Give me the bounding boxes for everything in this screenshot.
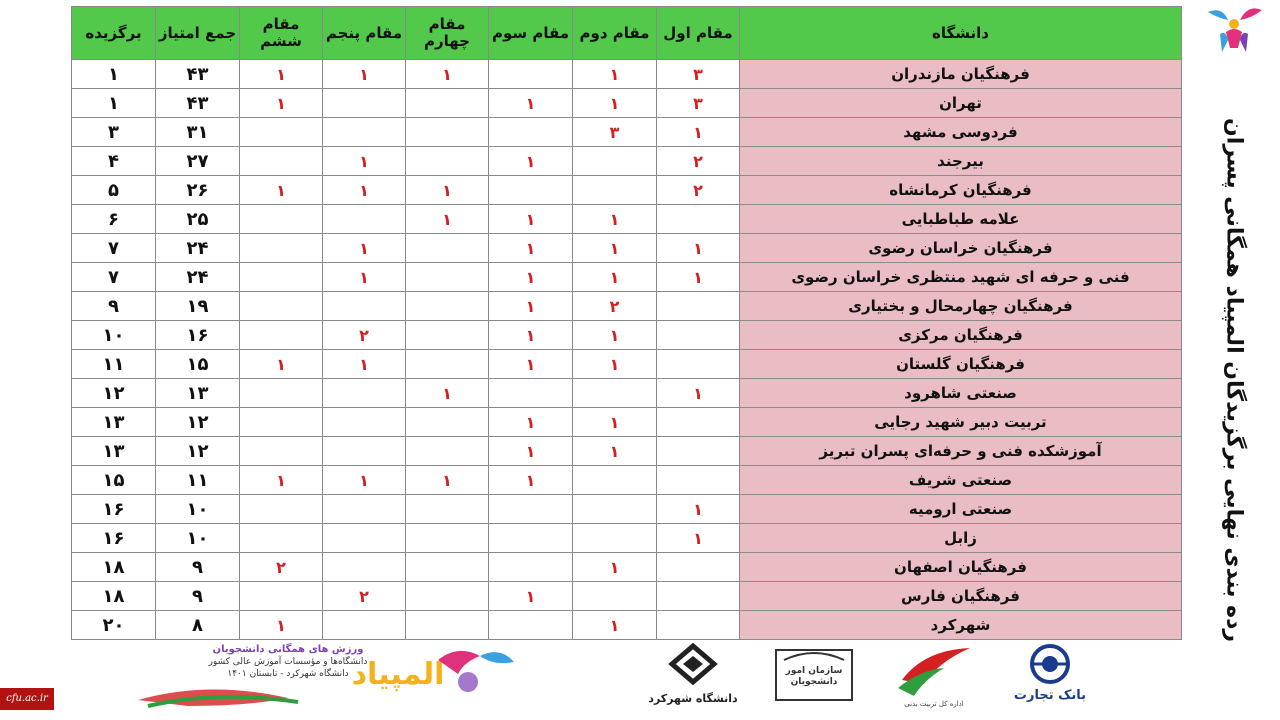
cell-p4 [406, 611, 489, 640]
cell-p2: ۱ [573, 263, 657, 292]
cell-p6 [240, 321, 323, 350]
cell-p2: ۱ [573, 89, 657, 118]
cell-university: تهران [740, 89, 1182, 118]
cell-selected: ۱۶ [72, 495, 156, 524]
cell-university: فرهنگیان کرمانشاه [740, 176, 1182, 205]
cell-p6 [240, 582, 323, 611]
cell-university: صنعتی ارومیه [740, 495, 1182, 524]
cell-p2: ۲ [573, 292, 657, 321]
tejarat-bank-logo [998, 640, 1102, 716]
cell-selected: ۱ [72, 89, 156, 118]
cell-p3 [489, 379, 573, 408]
cell-selected: ۹ [72, 292, 156, 321]
cell-p2: ۱ [573, 553, 657, 582]
standings-table [71, 6, 1182, 640]
cell-total: ۱۱ [156, 466, 240, 495]
page-title: رده بندی نهایی برگزیدگان المپیاد همگانی پسران [1221, 117, 1247, 643]
cell-p4 [406, 408, 489, 437]
cell-p3: ۱ [489, 263, 573, 292]
cell-p4 [406, 147, 489, 176]
olympiad-banner [128, 640, 518, 716]
cell-p4 [406, 292, 489, 321]
cell-p2: ۱ [573, 321, 657, 350]
cell-p2: ۱ [573, 408, 657, 437]
cell-p6 [240, 147, 323, 176]
table-row [72, 89, 1182, 118]
cell-p5 [323, 89, 406, 118]
cell-selected: ۳ [72, 118, 156, 147]
cell-p1: ۲ [657, 176, 740, 205]
column-header-total: جمع امتیاز [156, 7, 240, 60]
column-header-p1: مقام اول [657, 7, 740, 60]
cell-p5: ۱ [323, 176, 406, 205]
cell-p3: ۱ [489, 321, 573, 350]
cell-selected: ۱۲ [72, 379, 156, 408]
cell-p4 [406, 321, 489, 350]
cell-university: تربیت دبیر شهید رجایی [740, 408, 1182, 437]
cell-total: ۱۰ [156, 495, 240, 524]
cell-p4: ۱ [406, 205, 489, 234]
cell-p5: ۱ [323, 263, 406, 292]
cell-selected: ۷ [72, 234, 156, 263]
cell-p4 [406, 582, 489, 611]
cell-university: علامه طباطبایی [740, 205, 1182, 234]
cell-p5 [323, 611, 406, 640]
cell-p4 [406, 263, 489, 292]
table-row [72, 379, 1182, 408]
cell-p2: ۱ [573, 437, 657, 466]
phys-ed-text: اداره کل تربیت بدنی [904, 700, 964, 708]
cell-p3 [489, 553, 573, 582]
table-row [72, 611, 1182, 640]
cell-total: ۱۶ [156, 321, 240, 350]
cell-total: ۱۹ [156, 292, 240, 321]
cell-selected: ۱۸ [72, 582, 156, 611]
cell-p3: ۱ [489, 437, 573, 466]
cell-selected: ۱۱ [72, 350, 156, 379]
student-affairs-logo [764, 640, 864, 716]
event-line-2: دانشگاه‌ها و مؤسسات آموزش عالی کشور [208, 657, 368, 667]
cell-p3 [489, 60, 573, 89]
cell-p4 [406, 118, 489, 147]
table-row [72, 176, 1182, 205]
cell-p1 [657, 292, 740, 321]
cell-p5: ۲ [323, 321, 406, 350]
cell-selected: ۷ [72, 263, 156, 292]
cell-p5: ۱ [323, 234, 406, 263]
cell-p1 [657, 437, 740, 466]
cell-p3: ۱ [489, 292, 573, 321]
cell-p1 [657, 466, 740, 495]
physical-education-logo [884, 640, 984, 716]
cell-p4 [406, 89, 489, 118]
cell-p6 [240, 234, 323, 263]
cell-p4 [406, 234, 489, 263]
event-name: المپیاد [351, 657, 445, 692]
table-row [72, 524, 1182, 553]
cell-total: ۱۲ [156, 437, 240, 466]
cell-p6 [240, 205, 323, 234]
cell-p6 [240, 292, 323, 321]
cell-p1 [657, 582, 740, 611]
cell-university: فرهنگیان مرکزی [740, 321, 1182, 350]
cell-selected: ۶ [72, 205, 156, 234]
cell-p4 [406, 350, 489, 379]
cell-p5: ۱ [323, 466, 406, 495]
table-row [72, 466, 1182, 495]
cell-p6 [240, 495, 323, 524]
cell-p2: ۱ [573, 350, 657, 379]
cell-total: ۱۵ [156, 350, 240, 379]
cell-p1: ۲ [657, 147, 740, 176]
table-body [72, 60, 1182, 640]
cell-university: فرهنگیان فارس [740, 582, 1182, 611]
cell-p5: ۲ [323, 582, 406, 611]
cell-university: آموزشکده فنی و حرفه‌ای پسران تبریز [740, 437, 1182, 466]
cell-selected: ۴ [72, 147, 156, 176]
cell-p1 [657, 553, 740, 582]
cell-p3 [489, 495, 573, 524]
cell-p6 [240, 408, 323, 437]
table-row [72, 60, 1182, 89]
cell-p5 [323, 118, 406, 147]
cell-p2 [573, 582, 657, 611]
cell-selected: ۱۵ [72, 466, 156, 495]
cell-p2: ۳ [573, 118, 657, 147]
cell-p5 [323, 292, 406, 321]
cell-university: صنعتی شریف [740, 466, 1182, 495]
header-row [72, 7, 1182, 60]
table-row [72, 350, 1182, 379]
cell-p1: ۱ [657, 379, 740, 408]
table-row [72, 205, 1182, 234]
cell-university: بیرجند [740, 147, 1182, 176]
cell-p5 [323, 205, 406, 234]
cell-p2: ۱ [573, 205, 657, 234]
page-title-container [1206, 80, 1262, 680]
cell-selected: ۱۰ [72, 321, 156, 350]
cell-p1: ۱ [657, 234, 740, 263]
cell-total: ۳۱ [156, 118, 240, 147]
bank-text: بانک تجارت [1013, 688, 1087, 703]
column-header-p6: مقام ششم [240, 7, 323, 60]
shahrekord-university-logo [638, 640, 748, 716]
cell-p5 [323, 437, 406, 466]
cell-total: ۱۰ [156, 524, 240, 553]
source-watermark: cfu.ac.ir [0, 688, 54, 710]
cell-p2 [573, 466, 657, 495]
cell-p6: ۱ [240, 466, 323, 495]
uni-logo-text: دانشگاه شهرکرد [648, 692, 738, 705]
cell-p6 [240, 118, 323, 147]
cell-p6: ۱ [240, 611, 323, 640]
cell-university: شهرکرد [740, 611, 1182, 640]
cell-p3: ۱ [489, 350, 573, 379]
cell-p2 [573, 176, 657, 205]
cell-total: ۲۴ [156, 263, 240, 292]
cell-p5: ۱ [323, 147, 406, 176]
cell-p3: ۱ [489, 582, 573, 611]
cell-p3: ۱ [489, 89, 573, 118]
cell-p3: ۱ [489, 147, 573, 176]
cell-p4 [406, 437, 489, 466]
cell-p1: ۱ [657, 524, 740, 553]
cell-p4: ۱ [406, 176, 489, 205]
cell-p3: ۱ [489, 205, 573, 234]
cell-p6: ۲ [240, 553, 323, 582]
table-row [72, 437, 1182, 466]
column-header-p3: مقام سوم [489, 7, 573, 60]
column-header-p4: مقام چهارم [406, 7, 489, 60]
column-header-selected: برگزیده [72, 7, 156, 60]
cell-p4: ۱ [406, 60, 489, 89]
cell-p1: ۱ [657, 118, 740, 147]
cell-university: فرهنگیان خراسان رضوی [740, 234, 1182, 263]
column-header-university: دانشگاه [740, 7, 1182, 60]
table-row [72, 263, 1182, 292]
cell-selected: ۵ [72, 176, 156, 205]
cell-p4 [406, 553, 489, 582]
table-row [72, 292, 1182, 321]
cell-total: ۸ [156, 611, 240, 640]
cell-p1 [657, 350, 740, 379]
event-line-1: ورزش های همگانی دانشجویان [212, 644, 364, 655]
cell-university: فرهنگیان گلستان [740, 350, 1182, 379]
table-row [72, 495, 1182, 524]
cell-p6: ۱ [240, 176, 323, 205]
cell-university: صنعتی شاهرود [740, 379, 1182, 408]
cell-p5 [323, 553, 406, 582]
cell-p6 [240, 379, 323, 408]
cell-selected: ۲۰ [72, 611, 156, 640]
cell-p1 [657, 408, 740, 437]
cell-total: ۲۴ [156, 234, 240, 263]
cell-p6: ۱ [240, 60, 323, 89]
column-header-p2: مقام دوم [573, 7, 657, 60]
cell-university: زابل [740, 524, 1182, 553]
cell-total: ۹ [156, 553, 240, 582]
cell-university: فرهنگیان چهارمحال و بختیاری [740, 292, 1182, 321]
cell-p1: ۳ [657, 60, 740, 89]
cell-p5: ۱ [323, 350, 406, 379]
cell-total: ۲۷ [156, 147, 240, 176]
cell-p5 [323, 495, 406, 524]
cell-selected: ۱۶ [72, 524, 156, 553]
cell-total: ۱۲ [156, 408, 240, 437]
table-header [72, 7, 1182, 60]
cell-university: فنی و حرفه ای شهید منتظری خراسان رضوی [740, 263, 1182, 292]
cell-selected: ۱۸ [72, 553, 156, 582]
cell-p6: ۱ [240, 89, 323, 118]
cell-p5: ۱ [323, 60, 406, 89]
cell-p3 [489, 118, 573, 147]
cell-p2: ۱ [573, 611, 657, 640]
cell-selected: ۱۳ [72, 437, 156, 466]
cell-p2 [573, 147, 657, 176]
event-line-3: دانشگاه شهرکرد - تابستان ۱۴۰۱ [227, 669, 349, 679]
cell-p3: ۱ [489, 408, 573, 437]
cell-p1 [657, 611, 740, 640]
cell-total: ۲۵ [156, 205, 240, 234]
cell-p5 [323, 408, 406, 437]
cell-university: فردوسی مشهد [740, 118, 1182, 147]
cell-p2 [573, 524, 657, 553]
table-row [72, 321, 1182, 350]
table-row [72, 582, 1182, 611]
cell-p1: ۱ [657, 495, 740, 524]
column-header-p5: مقام پنجم [323, 7, 406, 60]
cell-total: ۴۳ [156, 60, 240, 89]
cell-p2: ۱ [573, 234, 657, 263]
cell-total: ۴۳ [156, 89, 240, 118]
cell-total: ۹ [156, 582, 240, 611]
table-row [72, 553, 1182, 582]
cell-p3 [489, 611, 573, 640]
cell-p4: ۱ [406, 466, 489, 495]
cell-p1 [657, 321, 740, 350]
cell-p3 [489, 176, 573, 205]
cell-p3: ۱ [489, 234, 573, 263]
cell-p4: ۱ [406, 379, 489, 408]
cell-university: فرهنگیان مازندران [740, 60, 1182, 89]
olympiad-emblem-icon [1204, 4, 1266, 62]
cell-p2 [573, 495, 657, 524]
cell-p1: ۳ [657, 89, 740, 118]
table-row [72, 408, 1182, 437]
cell-university: فرهنگیان اصفهان [740, 553, 1182, 582]
cell-total: ۱۳ [156, 379, 240, 408]
cell-p5 [323, 379, 406, 408]
cell-p1: ۱ [657, 263, 740, 292]
footer-logos [128, 640, 1108, 716]
cell-p6 [240, 263, 323, 292]
table-row [72, 234, 1182, 263]
cell-p5 [323, 524, 406, 553]
cell-p6 [240, 437, 323, 466]
cell-p1 [657, 205, 740, 234]
org-logo-text: سازمان امور دانشجویان [785, 666, 843, 687]
cell-selected: ۱ [72, 60, 156, 89]
cell-p6: ۱ [240, 350, 323, 379]
cell-p3 [489, 524, 573, 553]
cell-p3: ۱ [489, 466, 573, 495]
table-row [72, 147, 1182, 176]
table-row [72, 118, 1182, 147]
cell-total: ۲۶ [156, 176, 240, 205]
cell-p6 [240, 524, 323, 553]
cell-p2 [573, 379, 657, 408]
cell-p4 [406, 495, 489, 524]
cell-p2: ۱ [573, 60, 657, 89]
cell-selected: ۱۳ [72, 408, 156, 437]
cell-p4 [406, 524, 489, 553]
